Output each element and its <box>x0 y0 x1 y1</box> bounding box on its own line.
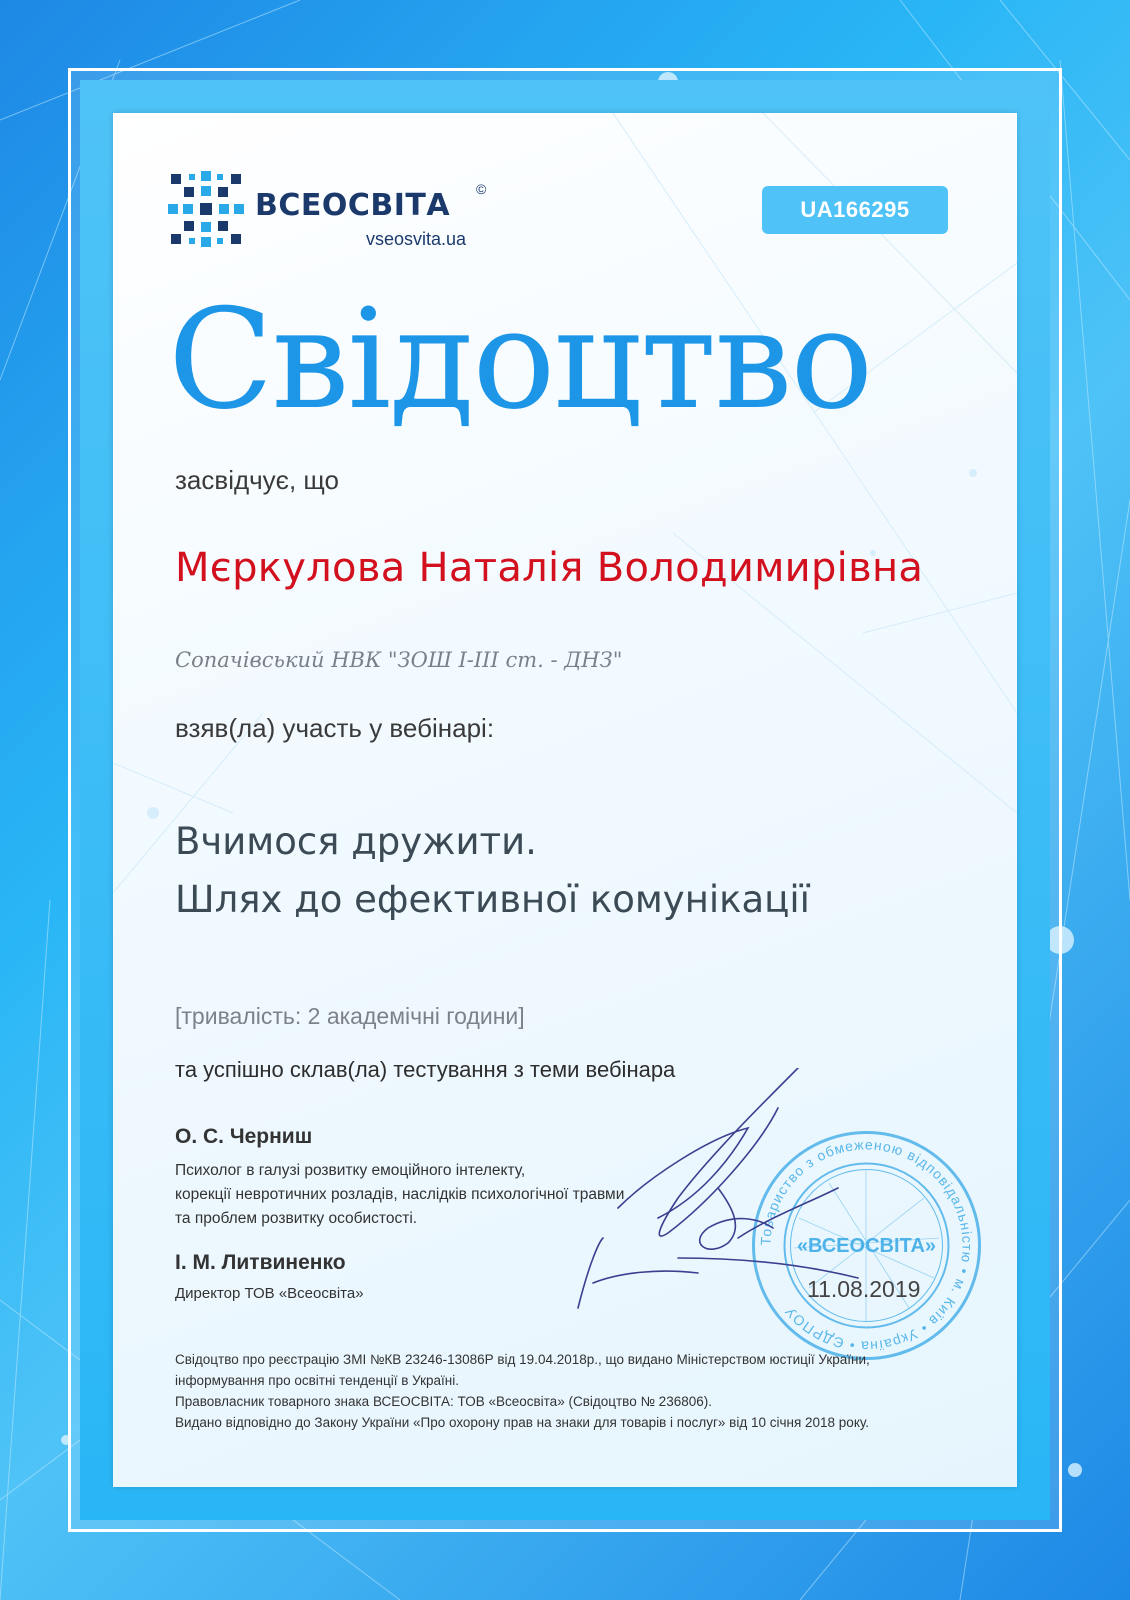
signatory-1-role-line: Психолог в галузі розвитку емоційного інтелекту, <box>175 1162 526 1179</box>
legal-line: Правовласник товарного знака ВСЕОСВІТА: ТОВ «Всеосвіта» (Свідоцтво № 236806). <box>175 1394 712 1409</box>
legal-notice <box>175 1349 995 1433</box>
webinar-title-line-2: Шлях до ефективної комунікації <box>175 878 810 921</box>
snowflake-logo-icon <box>165 168 247 250</box>
copyright-mark: © <box>476 181 487 197</box>
certificate-title: Свідоцтво <box>168 279 872 440</box>
issue-date: 11.08.2019 <box>807 1276 921 1302</box>
webinar-title-line-1: Вчимося дружити. <box>175 820 537 863</box>
participation-text: взяв(ла) участь у вебінарі: <box>175 713 495 743</box>
stamp-ring-text: Товариство з обмеженою відповідальністю • м. Київ • Україна • ЄДРПОУ <box>757 1136 976 1355</box>
brand-name: ВСЕОСВІТА <box>255 188 451 223</box>
duration-text: [тривалість: 2 академічні години] <box>175 1003 525 1029</box>
passed-test-text: та успішно склав(ла) тестування з теми вебінара <box>175 1057 676 1082</box>
certificate-paper <box>113 113 1017 1487</box>
legal-line: інформування про освітні тенденції в Україні. <box>175 1373 459 1388</box>
signatory-2-name: І. М. Литвиненко <box>175 1251 346 1274</box>
signatory-1-role-line: та проблем розвитку особистості. <box>175 1210 418 1227</box>
brand-url: vseosvita.ua <box>366 229 467 249</box>
stamp-center-text: «ВСЕОСВІТА» <box>796 1235 937 1257</box>
recipient-school: Сопачівський НВК "ЗОШ І-ІІІ ст. - ДНЗ" <box>175 648 623 672</box>
webinar-title <box>175 813 810 929</box>
confirms-text: засвідчує, що <box>175 465 339 495</box>
signatory-1-name: О. С. Черниш <box>175 1125 313 1148</box>
recipient-name: Мєркулова Наталія Володимирівна <box>175 545 924 591</box>
certificate-number-badge: UA166295 <box>762 186 948 234</box>
signatory-2-role: Директор ТОВ «Всеосвіта» <box>175 1285 364 1302</box>
handwritten-signature <box>558 1068 921 1338</box>
legal-line: Свідоцтво про реєстрацію ЗМІ №КВ 23246-13086Р від 19.04.2018р., що видано Міністерством юстиції України, <box>175 1352 870 1367</box>
legal-line: Видано відповідно до Закону України «Про охорону прав на знаки для товарів і послуг» від 10 січня 2018 року. <box>175 1415 870 1430</box>
signatory-1-role-line: корекції невротичних розладів, наслідків психологічної травми <box>175 1186 625 1203</box>
